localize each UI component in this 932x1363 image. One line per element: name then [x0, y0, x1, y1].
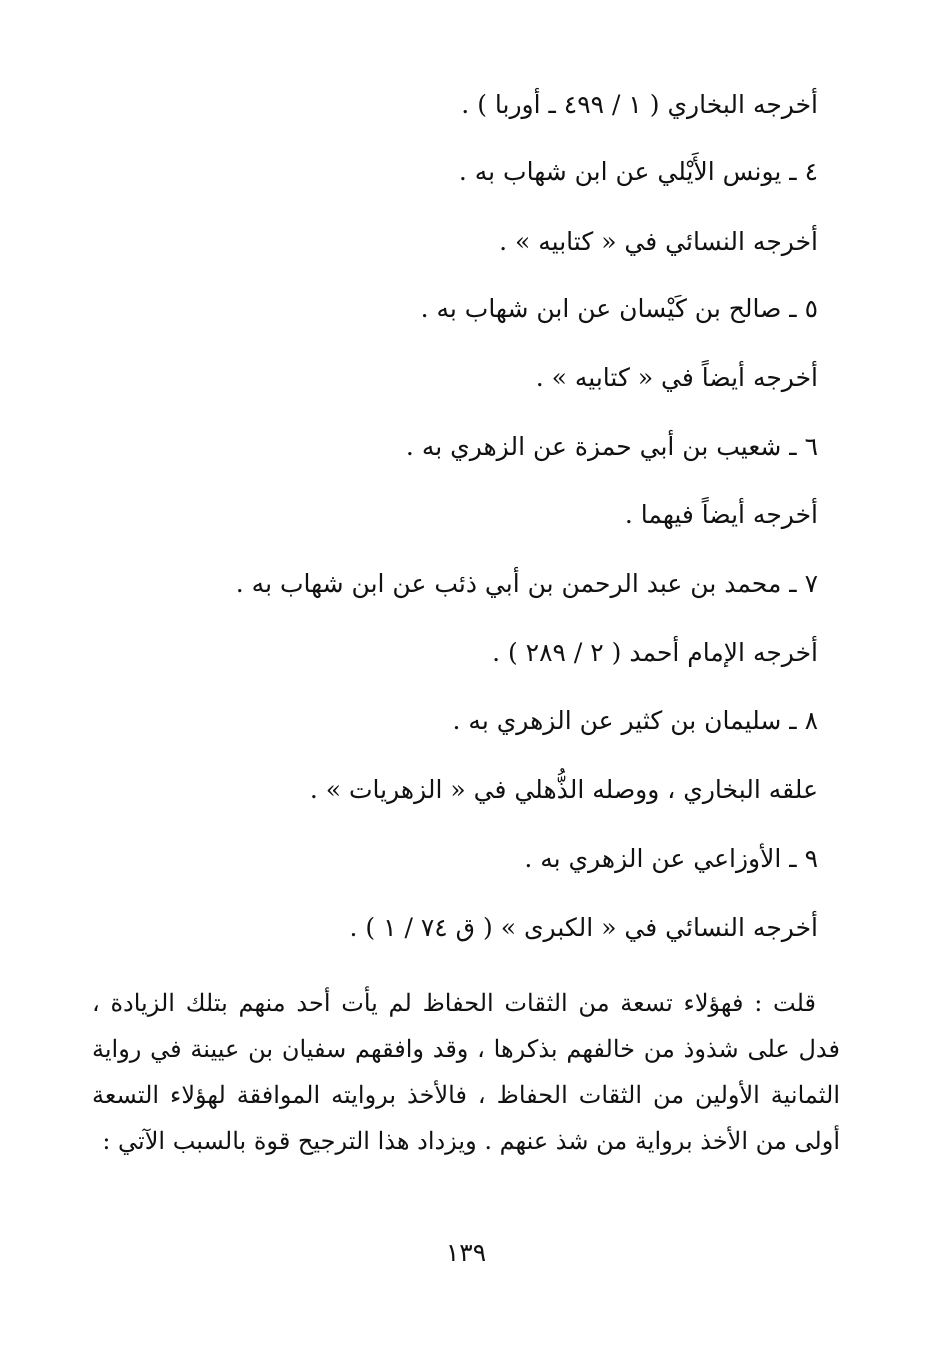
text-line: أخرجه النسائي في « كتابيه » .: [499, 227, 818, 256]
text-line: ٩ ـ الأوزاعي عن الزهري به .: [524, 844, 818, 873]
text-line: أخرجه الإمام أحمد ( ٢ / ٢٨٩ ) .: [492, 638, 818, 667]
text-line: ٨ ـ سليمان بن كثير عن الزهري به .: [452, 706, 818, 735]
body-paragraph: قلت : فهؤلاء تسعة من الثقات الحفاظ لم يأت أحد منهم بتلك الزيادة ، فدل على شذوذ من خالفهم بذكرها ، وقد وافقهم سفيان بن عيينة في رواية الثمانية الأولين من الثقات الحفاظ ، فالأخذ بروايته الموافقة لهؤلاء التسعة أولى من الأخذ برواية من شذ عنهم . ويزداد هذا الترجيح قوة بالسبب الآتي :: [92, 989, 840, 1155]
text-line: أخرجه أيضاً في « كتابيه » .: [535, 363, 818, 392]
text-line: ٤ ـ يونس الأَيْلي عن ابن شهاب به .: [458, 157, 818, 186]
page-number: ١٣٩: [445, 1238, 487, 1267]
text-line: علقه البخاري ، ووصله الذُّهلي في « الزهريات » .: [309, 775, 818, 804]
text-line: أخرجه النسائي في « الكبرى » ( ق ٧٤ / ١ ) .: [349, 913, 818, 942]
text-line: أخرجه البخاري ( ١ / ٤٩٩ ـ أوربا ) .: [461, 90, 818, 119]
text-line: ٧ ـ محمد بن عبد الرحمن بن أبي ذئب عن ابن شهاب به .: [235, 569, 818, 598]
text-line: ٥ ـ صالح بن كَيْسان عن ابن شهاب به .: [420, 294, 818, 323]
body-paragraph-block: [92, 980, 840, 1164]
text-line: أخرجه أيضاً فيهما .: [624, 500, 818, 529]
text-line: ٦ ـ شعيب بن أبي حمزة عن الزهري به .: [405, 432, 818, 461]
